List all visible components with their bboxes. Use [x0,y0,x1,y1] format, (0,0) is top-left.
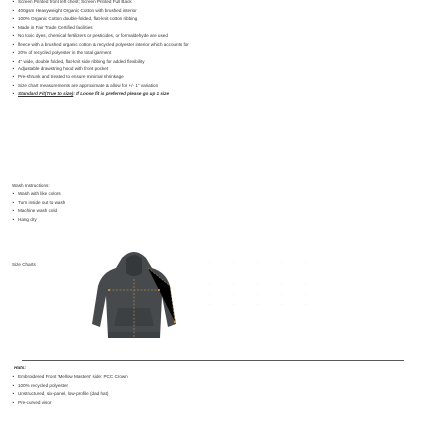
size-chart-cell: · · [304,303,308,308]
measure-point [158,289,160,291]
size-chart-cell: · [186,282,188,287]
fit-note-text: : If Loose fit is preferred please go up 1 size [73,91,170,97]
size-chart-cell: · [186,303,188,308]
size-chart-cell: · [186,324,188,329]
detail-item: • Pre-shrunk and treated to ensure minimal shrinkage [8,73,424,82]
size-chart-row [186,289,318,300]
size-chart-cell: · · [232,292,236,297]
size-chart-cell: · [186,260,188,265]
detail-item-continuation: • 20% of recycled polyester in the total garment [8,49,424,58]
size-chart-cell: · · [280,303,284,308]
detail-item: • 400gsm Heavyweight Organic Cotton with brushed interior [8,7,424,16]
size-chart-cell: · [305,324,307,329]
size-chart-cell: · · [304,282,308,287]
measure-point [174,321,176,323]
size-chart-cell [294,247,318,258]
section-divider [22,360,404,361]
wash-instructions-list [8,190,65,224]
size-chart-cell: · [233,324,235,329]
size-chart-row [186,279,318,290]
size-chart-cell: · [257,313,259,318]
measure-point [108,289,110,291]
size-chart-row [186,300,318,311]
size-chart-cell [198,247,222,258]
size-chart-header [186,247,318,258]
detail-item: • Screen Printed front left chest; Screen Printed Full Back [8,0,424,7]
size-chart-cell: · · [208,303,212,308]
size-chart-cell: · · [208,282,212,287]
size-chart-cell: · [281,271,283,276]
size-chart-cell: · [209,324,211,329]
size-chart-cell: · [257,324,259,329]
hat-item: • Unstructured, six-panel, low-profile (dad hat) [8,390,128,399]
product-details-list [8,0,424,99]
hats-list [8,373,128,407]
size-chart-cell: · · [304,292,308,297]
size-chart-cell: · [233,313,235,318]
hat-item: • Pre-curved visor [8,399,128,408]
size-chart-table [186,247,318,332]
fit-note-label: Standard Fit(True to size) [18,91,74,97]
hood-opening [126,255,142,276]
detail-item: • Size chart measurements are approximate & allow for +/- 1" variation [8,82,424,91]
size-chart-cell: · · [256,292,260,297]
size-chart-cell: · [305,271,307,276]
size-chart-cell: · [186,313,188,318]
hoodie-image [86,246,182,346]
size-chart-cell: · · [232,282,236,287]
size-chart-cell: · [209,271,211,276]
size-chart-row [186,268,318,279]
size-chart-cell: · [281,324,283,329]
size-chart-cell: · · [280,282,284,287]
size-chart-cell: · · [232,260,236,265]
detail-item: • Adjustable drawstring hood with front pocket [8,65,424,74]
wash-item: • Machine wash cold [8,207,65,216]
size-chart-cell: · [305,313,307,318]
fit-note [8,90,424,99]
detail-item: • No toxic dyes, chemical fertilizers or pesticides, or formaldehyde are used [8,32,424,41]
hats-title: Hats: [14,366,26,371]
size-chart-cell: · · [256,260,260,265]
size-chart-cell: · · [256,282,260,287]
size-chart-cell [186,247,198,258]
size-chart-cell: · · [304,260,308,265]
size-chart-cell: · · [280,260,284,265]
wash-item: • Turn inside out to wash [8,199,65,208]
size-chart-row [186,311,318,322]
size-chart-cell [222,247,246,258]
size-chart-cell [246,247,270,258]
size-chart-cell: · · [208,292,212,297]
size-chart-cell: · [186,292,188,297]
wash-item: • Wash with like colors [8,190,65,199]
size-chart-cell: · [257,271,259,276]
size-chart-cell: · · [256,303,260,308]
detail-item: • 100% Organic Cotton double-folded, flat-knit cotton ribbing [8,15,424,24]
size-charts-label: Size Charts [12,262,36,267]
wash-item: • Hang dry [8,216,65,225]
size-chart-cell: · · [232,303,236,308]
hat-item: • 100% recycled polyester [8,382,128,391]
size-chart-row [186,321,318,332]
size-chart-cell: · [186,271,188,276]
detail-item: • Made in Fair Trade Certified facilities [8,24,424,33]
size-chart-cell [270,247,294,258]
size-chart-cell: · [209,313,211,318]
size-chart-cell: · · [280,292,284,297]
size-chart-cell: · [281,313,283,318]
hat-item: • Embroidered Front 'Mellow Masters' side: PCC Crown [8,373,128,382]
detail-item: • fleece with a brushed organic cotton & recycled polyester interior which accounts for [8,41,424,50]
detail-item: • 4" wide, double folded, flat-knit side ribbing for added flexibility [8,58,424,65]
size-chart-cell: · [233,271,235,276]
size-chart-cell: · · [208,260,212,265]
wash-instructions-title: Wash Instructions: [12,183,50,188]
size-chart-row [186,258,318,269]
